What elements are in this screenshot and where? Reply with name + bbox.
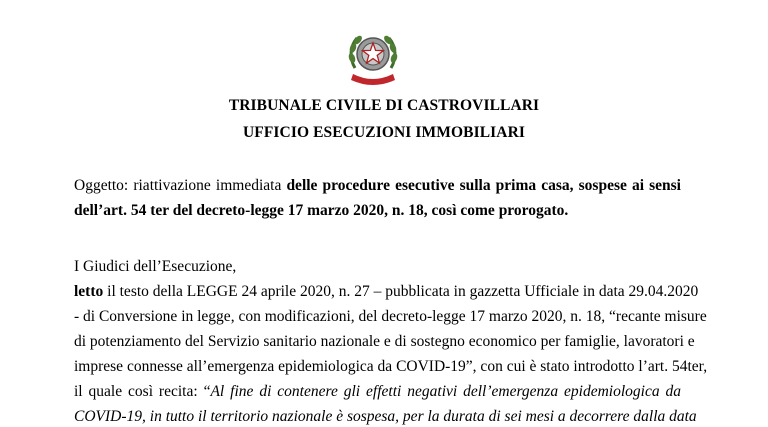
- body-line-1: [74, 282, 699, 301]
- letto-keyword: letto: [74, 283, 104, 300]
- court-name-heading: TRIBUNALE CIVILE DI CASTROVILLARI: [228, 97, 540, 114]
- body-line-2: - di Conversione in legge, con modificazioni, del decreto-legge 17 marzo 2020, n. 18, “recante misure: [74, 308, 707, 325]
- body-line-6: COVID-19, in tutto il territorio nazionale è sospesa, per la durata di sei mesi a decorrere dalla data: [74, 408, 697, 425]
- subject-label: Oggetto: riattivazione immediata: [74, 177, 287, 194]
- body-line-4: imprese connesse all’emergenza epidemiologica da COVID-19”, con cui è stato introdotto l’art. 54ter,: [74, 358, 708, 375]
- body-line-5-plain: il quale così recita: “: [74, 383, 211, 400]
- body-line-5: [74, 382, 681, 401]
- subject-line-1: [74, 176, 681, 195]
- italian-republic-emblem-icon: [345, 28, 401, 88]
- body-line-3: di potenziamento del Servizio sanitario nazionale e di sostegno economico per famiglie, lavoratori e: [74, 333, 695, 350]
- office-name-heading: UFFICIO ESECUZIONI IMMOBILIARI: [242, 124, 526, 141]
- subject-bold-text: delle procedure esecutive sulla prima casa, sospese ai sensi: [286, 177, 681, 194]
- quoted-law-text: Al fine di contenere gli effetti negativi dell’emergenza epidemiologica da: [210, 383, 681, 400]
- body-line-1-text: il testo della LEGGE 24 aprile 2020, n. 27 – pubblicata in gazzetta Ufficiale in data 29.04.2020: [103, 283, 699, 300]
- subject-line-2: dell’art. 54 ter del decreto-legge 17 marzo 2020, n. 18, così come prorogato.: [74, 202, 569, 219]
- greeting-line: I Giudici dell’Esecuzione,: [74, 258, 237, 275]
